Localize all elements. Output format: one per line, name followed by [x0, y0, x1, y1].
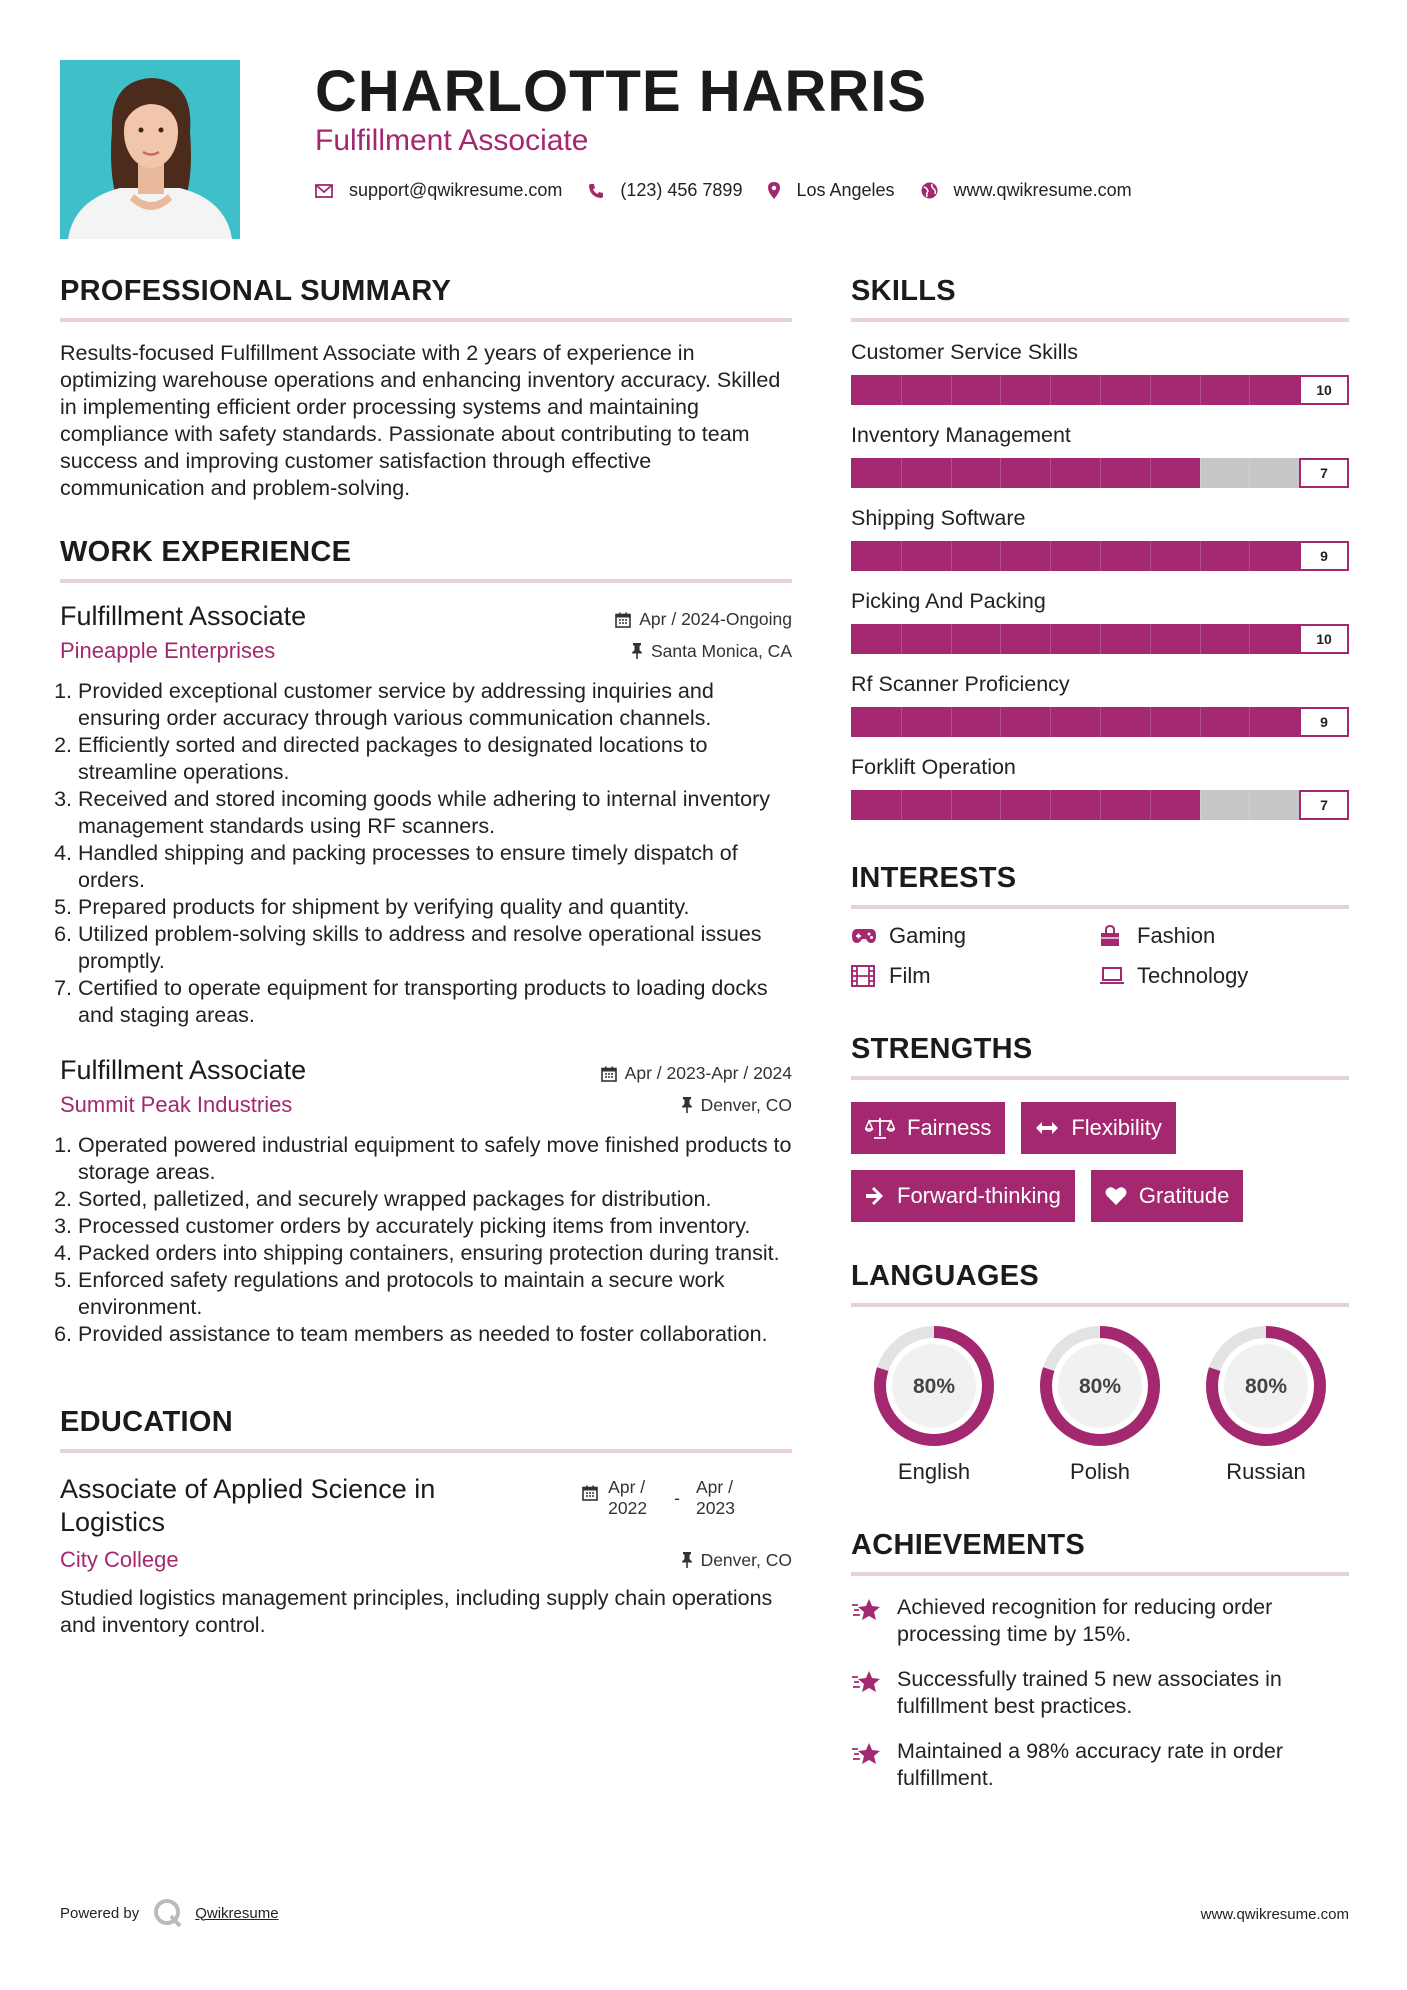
location-text: Los Angeles	[796, 180, 895, 200]
job-bullet: 7. Certified to operate equipment for transporting products to loading docks and staging areas.	[78, 975, 792, 1029]
language-name: Russian	[1226, 1459, 1306, 1484]
date-dash: -	[674, 1488, 680, 1508]
achievement-text: Achieved recognition for reducing order processing time by 15%.	[897, 1595, 1273, 1646]
strength-chip	[1091, 1170, 1244, 1222]
skill-bar-tick	[901, 707, 902, 737]
skill-bar-fill	[851, 541, 1299, 571]
skill-bar-tick	[1150, 707, 1151, 737]
job-bullet: 4. Packed orders into shipping containers, ensuring protection during transit.	[78, 1240, 792, 1267]
language-percent: 80%	[912, 1375, 956, 1398]
skill-bar-tick	[1249, 624, 1250, 654]
skill-bar-fill	[851, 707, 1299, 737]
skill-bar-tick	[951, 375, 952, 405]
strengths-heading: STRENGTHS	[851, 1033, 1349, 1080]
skill-level-value: 9	[1299, 707, 1349, 737]
job-bullet: 2. Sorted, palletized, and securely wrapped packages for distribution.	[78, 1186, 792, 1213]
skill-item	[851, 589, 1349, 654]
skill-bar-tick	[1150, 790, 1151, 820]
language-percent: 80%	[1244, 1375, 1288, 1398]
skill-bar-tick	[1150, 458, 1151, 488]
skill-bar-tick	[1050, 375, 1051, 405]
skill-bar-tick	[901, 458, 902, 488]
contact-location	[768, 180, 894, 201]
skill-bar-tick	[1200, 458, 1201, 488]
star-badge-icon	[851, 1738, 885, 1792]
pushpin-icon	[631, 643, 643, 659]
calendar-icon	[615, 612, 631, 628]
footer-url[interactable]: www.qwikresume.com	[1200, 1906, 1349, 1923]
skill-item	[851, 506, 1349, 571]
strength-chip	[851, 1102, 1005, 1154]
language-percent: 80%	[1078, 1375, 1122, 1398]
map-pin-icon	[768, 182, 780, 199]
achievement-item	[851, 1594, 1349, 1648]
skill-item	[851, 672, 1349, 737]
skill-bar-tick	[1200, 707, 1201, 737]
skill-bar-tick	[1000, 458, 1001, 488]
skills-list	[851, 340, 1349, 820]
skill-bar-tick	[1249, 541, 1250, 571]
skill-bar-tick	[1050, 790, 1051, 820]
right-column	[851, 275, 1349, 1792]
skill-bar-fill	[851, 790, 1200, 820]
achievement-item	[851, 1666, 1349, 1720]
interest-item	[1099, 963, 1349, 989]
language-ring	[873, 1325, 995, 1447]
skill-bar-tick	[1000, 790, 1001, 820]
job-title: Fulfillment Associate	[60, 1055, 307, 1085]
company-name: Summit Peak Industries	[60, 1092, 293, 1117]
achievements-heading: ACHIEVEMENTS	[851, 1529, 1349, 1576]
languages-list	[851, 1325, 1349, 1485]
balance-scale-icon	[865, 1117, 895, 1139]
contact-phone[interactable]	[588, 180, 742, 201]
skill-bar-tick	[951, 707, 952, 737]
skill-bar	[851, 541, 1349, 571]
film-icon	[851, 965, 877, 987]
job-dates: Apr / 2024-Ongoing	[639, 609, 792, 629]
strength-label: Gratitude	[1138, 1183, 1230, 1208]
job-bullet: 6. Provided assistance to team members as needed to foster collaboration.	[78, 1321, 792, 1348]
shopping-bag-icon	[1099, 925, 1125, 947]
skill-bar-tick	[1100, 624, 1101, 654]
skill-bar-tick	[1100, 541, 1101, 571]
languages-heading: LANGUAGES	[851, 1260, 1349, 1307]
contact-email[interactable]	[315, 180, 562, 201]
language-ring	[1039, 1325, 1161, 1447]
education-entry	[60, 1473, 792, 1639]
pushpin-icon	[681, 1097, 693, 1113]
skill-bar-tick	[1000, 707, 1001, 737]
skill-bar-tick	[1249, 707, 1250, 737]
job-title: Fulfillment Associate	[60, 601, 307, 631]
globe-icon	[921, 182, 938, 199]
brand-link[interactable]: Qwikresume	[195, 1904, 279, 1922]
achievement-item	[851, 1738, 1349, 1792]
skill-bar-tick	[1200, 624, 1201, 654]
skill-bar-tick	[1200, 541, 1201, 571]
achievement-text: Maintained a 98% accuracy rate in order fulfillment.	[897, 1739, 1284, 1790]
skill-bar-tick	[1150, 375, 1151, 405]
pushpin-icon	[681, 1552, 693, 1568]
education-heading: EDUCATION	[60, 1406, 792, 1453]
qwikresume-logo-icon	[153, 1898, 183, 1928]
profile-photo	[60, 60, 240, 239]
skill-level-value: 7	[1299, 458, 1349, 488]
experience-heading: WORK EXPERIENCE	[60, 536, 792, 583]
left-column	[60, 275, 792, 1639]
strength-chip	[1021, 1102, 1175, 1154]
skill-level-value: 9	[1299, 541, 1349, 571]
summary-text: Results-focused Fulfillment Associate with 2 years of experience in optimizing warehouse operations and enhancing inventory accuracy. Skilled in implementing efficient order processing systems and maintaining compliance with safety standards. Passionate about contributing to team success and improving customer satisfaction through effective communication and problem-solving.	[60, 341, 781, 500]
phone-icon	[588, 183, 604, 199]
skill-name: Picking And Packing	[851, 589, 1046, 613]
skill-bar-tick	[951, 624, 952, 654]
job-entry	[60, 601, 792, 1029]
contact-website[interactable]	[921, 180, 1132, 201]
candidate-role: Fulfillment Associate	[315, 124, 589, 157]
job-bullet: 6. Utilized problem-solving skills to address and resolve operational issues promptly.	[78, 921, 792, 975]
skill-bar-tick	[1050, 458, 1051, 488]
skill-name: Shipping Software	[851, 506, 1026, 530]
skill-level-value: 7	[1299, 790, 1349, 820]
contact-bar	[315, 180, 1158, 201]
skill-bar-tick	[901, 790, 902, 820]
arrow-right-icon	[865, 1187, 885, 1205]
skill-bar-tick	[1000, 624, 1001, 654]
school-name: City College	[60, 1547, 179, 1572]
strength-label: Flexibility	[1071, 1115, 1162, 1140]
skill-bar-tick	[1100, 458, 1101, 488]
language-name: English	[897, 1459, 971, 1484]
skills-heading: SKILLS	[851, 275, 1349, 322]
arrows-horizontal-icon	[1035, 1121, 1059, 1135]
skill-bar-fill	[851, 458, 1200, 488]
skill-bar-tick	[1100, 707, 1101, 737]
skill-bar	[851, 458, 1349, 488]
summary-heading: PROFESSIONAL SUMMARY	[60, 275, 792, 322]
laptop-icon	[1099, 967, 1125, 985]
interests-grid	[851, 923, 1349, 989]
language-item	[1183, 1325, 1349, 1485]
skill-name: Forklift Operation	[851, 755, 1016, 779]
interest-item	[851, 963, 1099, 989]
job-bullets	[60, 678, 792, 1029]
skill-bar-tick	[1000, 541, 1001, 571]
skill-bar-tick	[901, 541, 902, 571]
job-bullets	[60, 1132, 792, 1348]
job-dates: Apr / 2023-Apr / 2024	[624, 1063, 792, 1083]
interest-item	[1099, 923, 1349, 949]
skill-bar-tick	[1000, 375, 1001, 405]
skill-bar-tick	[951, 790, 952, 820]
company-name: Pineapple Enterprises	[60, 638, 276, 663]
skill-bar-tick	[951, 541, 952, 571]
skill-bar-tick	[1100, 790, 1101, 820]
skill-name: Customer Service Skills	[851, 340, 1078, 364]
skill-bar-tick	[951, 458, 952, 488]
gamepad-icon	[851, 928, 877, 944]
edu-end-date: Apr / 2023	[696, 1477, 735, 1518]
strength-chip	[851, 1170, 1075, 1222]
skill-bar-tick	[1249, 458, 1250, 488]
skill-name: Rf Scanner Proficiency	[851, 672, 1070, 696]
language-item	[1017, 1325, 1183, 1485]
interest-label: Technology	[1137, 963, 1249, 988]
skill-item	[851, 755, 1349, 820]
powered-by-label: Powered by	[60, 1904, 140, 1922]
skill-bar-tick	[1150, 624, 1151, 654]
skill-bar-tick	[1050, 624, 1051, 654]
job-location: Santa Monica, CA	[650, 640, 792, 661]
job-bullet: 1. Operated powered industrial equipment to safely move finished products to storage areas.	[78, 1132, 792, 1186]
interest-item	[851, 923, 1099, 949]
candidate-name: CHARLOTTE HARRIS	[315, 59, 928, 124]
skill-bar-tick	[1249, 790, 1250, 820]
envelope-icon	[315, 184, 333, 198]
interests-heading: INTERESTS	[851, 862, 1349, 909]
calendar-icon	[582, 1485, 598, 1506]
calendar-icon	[601, 1066, 617, 1082]
achievement-text: Successfully trained 5 new associates in fulfillment best practices.	[897, 1667, 1282, 1718]
skill-bar-tick	[1050, 541, 1051, 571]
skill-bar-tick	[1249, 375, 1250, 405]
website-text: www.qwikresume.com	[953, 180, 1132, 200]
job-bullet: 5. Enforced safety regulations and protocols to maintain a secure work environment.	[78, 1267, 792, 1321]
job-bullet: 3. Received and stored incoming goods while adhering to internal inventory management standards using RF scanners.	[78, 786, 792, 840]
job-bullet: 5. Prepared products for shipment by verifying quality and quantity.	[78, 894, 792, 921]
skill-bar	[851, 790, 1349, 820]
job-entry	[60, 1055, 792, 1348]
star-badge-icon	[851, 1594, 885, 1648]
interest-label: Film	[889, 963, 931, 988]
footer-powered-by	[60, 1898, 279, 1928]
strength-label: Fairness	[907, 1115, 992, 1140]
edu-start-date: Apr / 2022	[608, 1477, 648, 1518]
skill-bar-tick	[1200, 375, 1201, 405]
job-bullet: 4. Handled shipping and packing processes to ensure timely dispatch of orders.	[78, 840, 792, 894]
skill-bar-tick	[1200, 790, 1201, 820]
skill-bar-tick	[1150, 541, 1151, 571]
language-ring	[1205, 1325, 1327, 1447]
strength-label: Forward-thinking	[897, 1183, 1061, 1208]
skill-bar-tick	[901, 375, 902, 405]
skill-level-value: 10	[1299, 375, 1349, 405]
skill-bar-tick	[901, 624, 902, 654]
star-badge-icon	[851, 1666, 885, 1720]
strengths-list	[851, 1102, 1349, 1238]
skill-bar	[851, 707, 1349, 737]
job-bullet: 3. Processed customer orders by accurately picking items from inventory.	[78, 1213, 792, 1240]
skill-bar-tick	[1050, 707, 1051, 737]
interest-label: Fashion	[1137, 923, 1216, 948]
interest-label: Gaming	[889, 923, 967, 948]
language-item	[851, 1325, 1017, 1485]
skill-level-value: 10	[1299, 624, 1349, 654]
heart-icon	[1105, 1186, 1127, 1206]
job-location: Denver, CO	[700, 1094, 792, 1115]
language-name: Polish	[1070, 1459, 1130, 1484]
job-bullet: 2. Efficiently sorted and directed packages to designated locations to streamline operations.	[78, 732, 792, 786]
skill-bar	[851, 624, 1349, 654]
phone-text: (123) 456 7899	[620, 180, 743, 200]
skill-bar	[851, 375, 1349, 405]
education-description: Studied logistics management principles, including supply chain operations and inventory control.	[60, 1586, 773, 1637]
degree-title: Associate of Applied Science in Logistics	[60, 1474, 436, 1537]
portrait-illustration	[60, 60, 240, 239]
skill-item	[851, 423, 1349, 488]
email-text: support@qwikresume.com	[349, 180, 563, 200]
skill-item	[851, 340, 1349, 405]
achievements-list	[851, 1594, 1349, 1792]
skill-bar-tick	[1100, 375, 1101, 405]
skill-name: Inventory Management	[851, 423, 1071, 447]
school-location: Denver, CO	[700, 1549, 792, 1570]
job-bullet: 1. Provided exceptional customer service by addressing inquiries and ensuring order accuracy through various communication channels.	[78, 678, 792, 732]
